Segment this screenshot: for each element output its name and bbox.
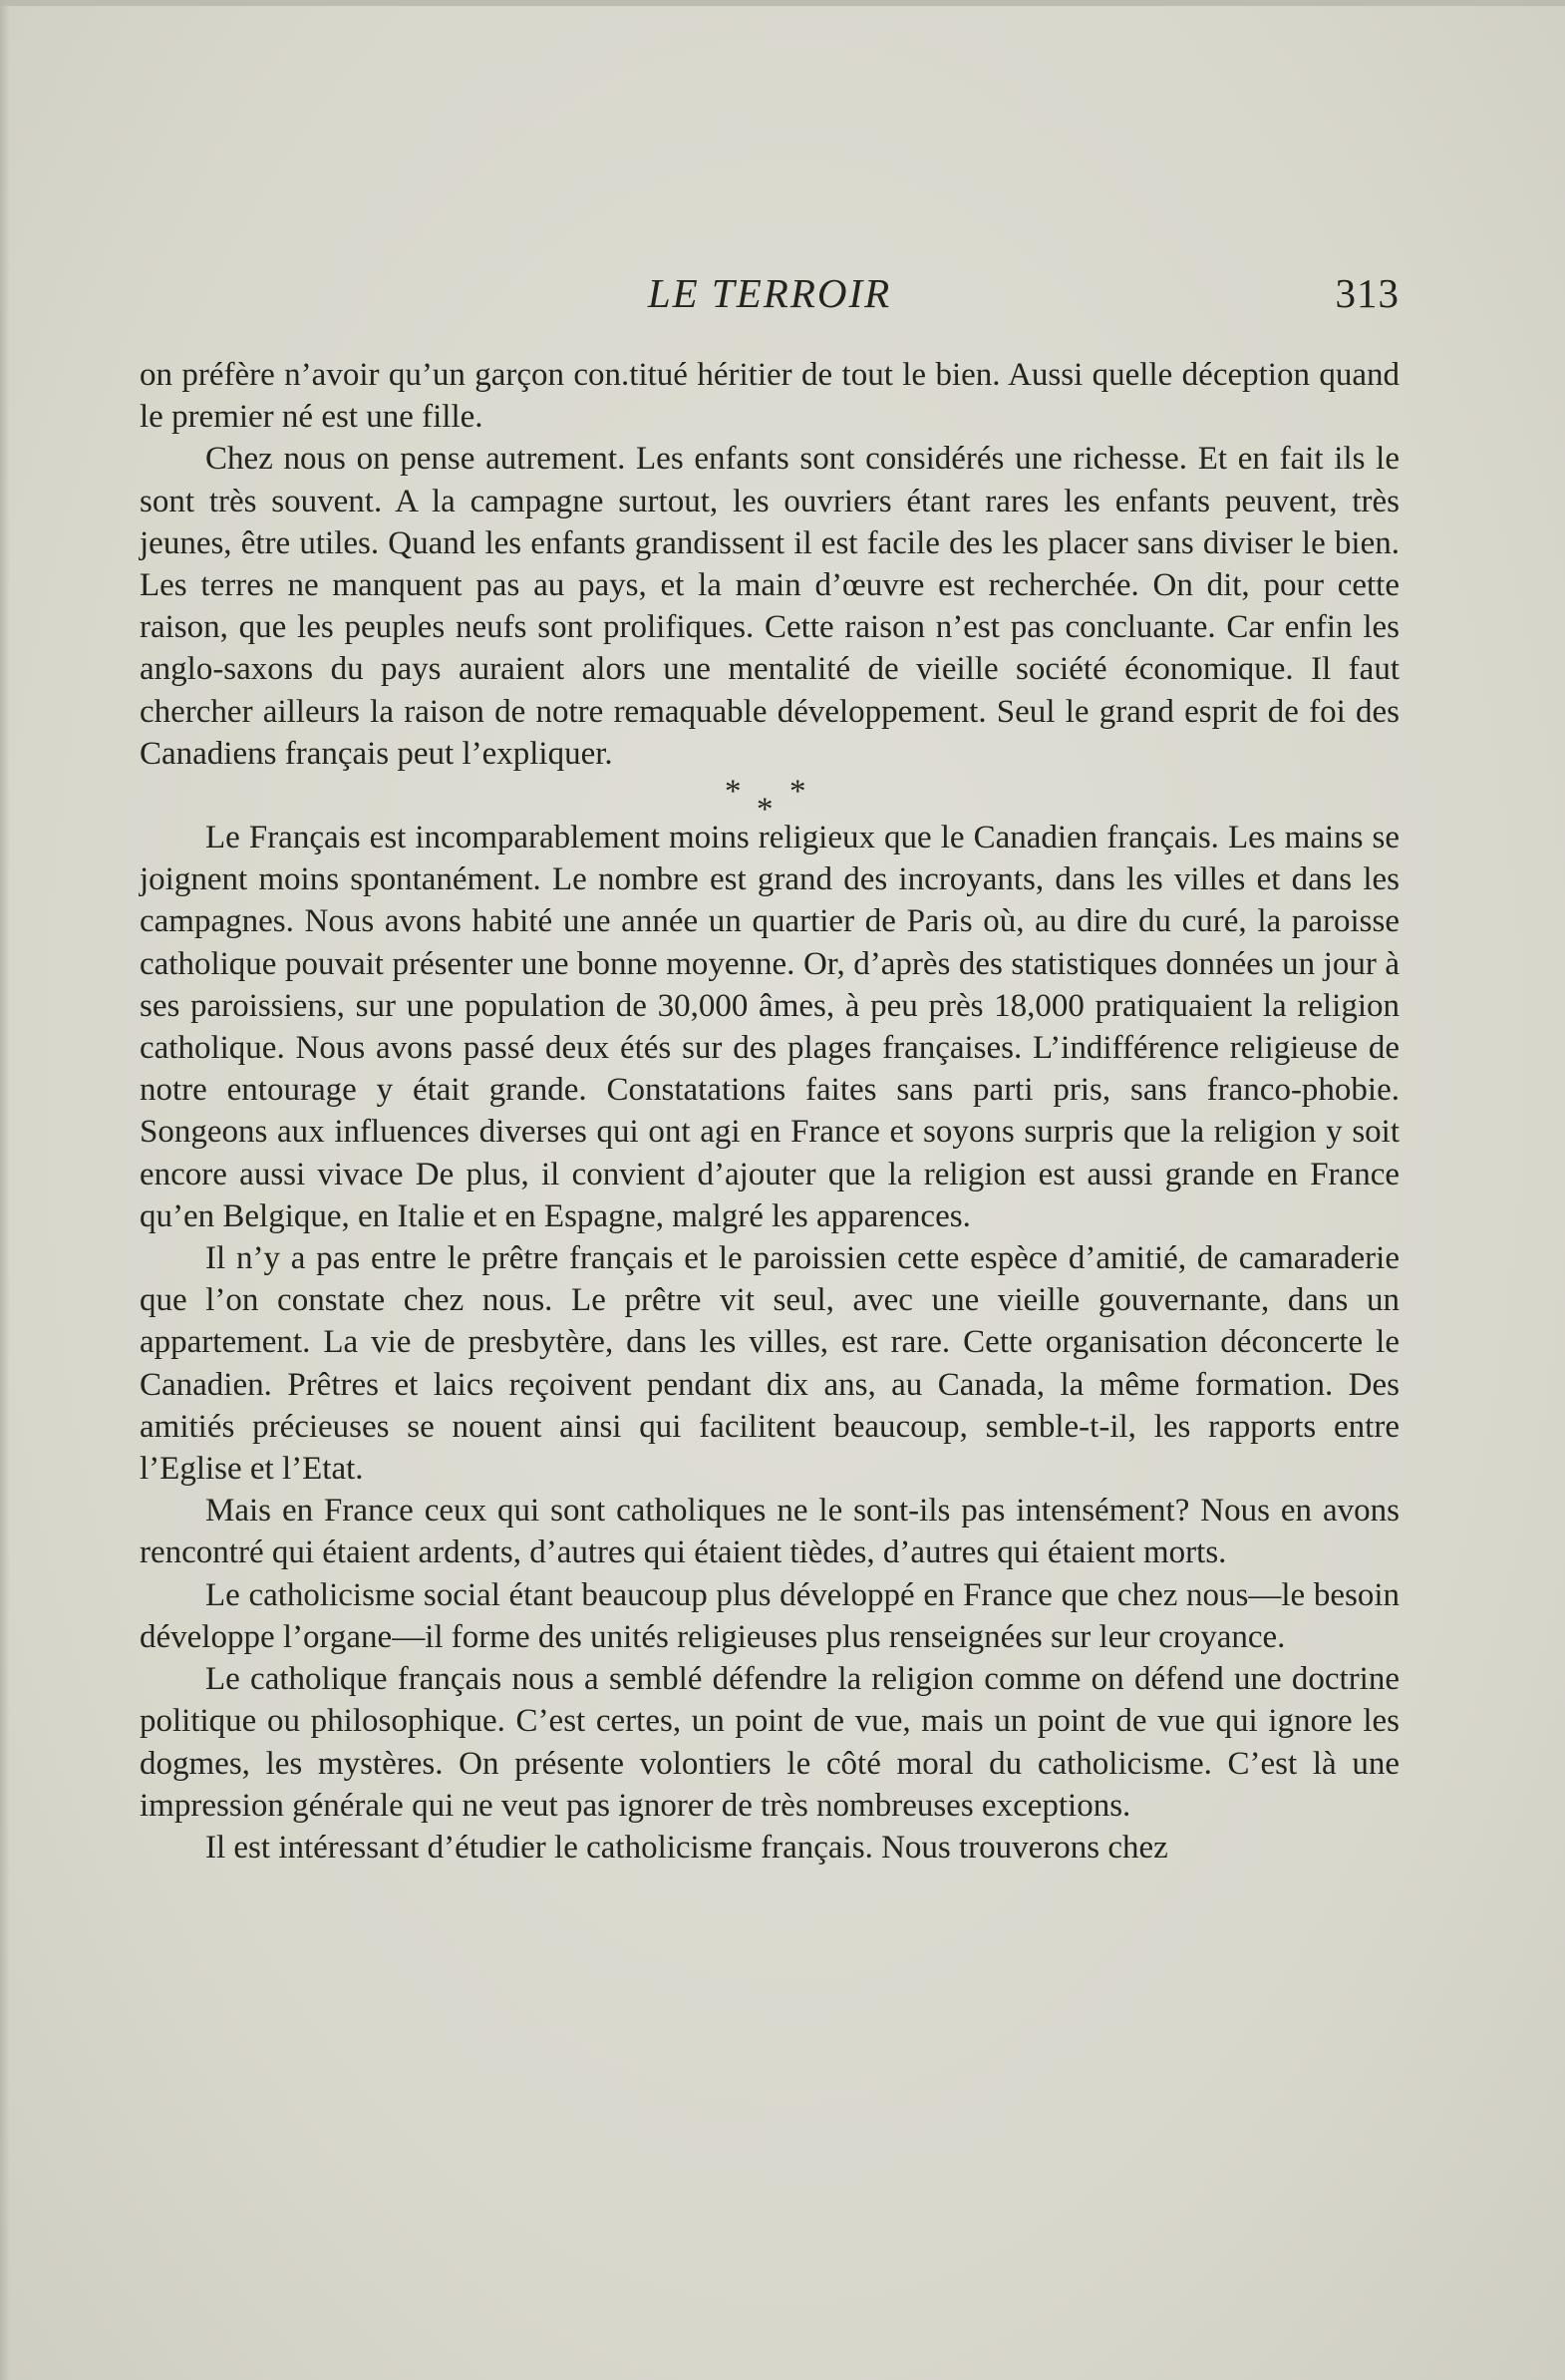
section-separator xyxy=(140,774,1400,829)
page-top-edge xyxy=(0,0,1565,6)
paragraph: Il est intéressant d’étudier le catholicisme français. Nous trouverons chez xyxy=(205,1829,1168,1866)
paragraph: Mais en France ceux qui sont catholiques ne le sont-ils pas intensément? Nous en avons rencontré qui étaient ardents, d’autres qui étaient tièdes, d’autres qui étaient morts. xyxy=(140,1493,1400,1571)
body-text xyxy=(140,354,1400,1869)
paragraph: Le Français est incomparablement moins religieux que le Canadien français. Les mains se joignent moins spontanément. Le nombre est grand des incroyants, dans les villes et dans les campagnes. Nous avons habité une année un quartier de Paris où, au dire du curé, la paroisse catholique pouvait présenter une bonne moyenne. Or, d’après des statistiques données un jour à ses paroissiens, sur une population de 30,000 âmes, à peu près 18,000 pratiquaient la religion catholique. Nous avons passé deux étés sur des plages françaises. L’indifférence religieuse de notre entourage y était grande. Constatations faites sans parti pris, sans franco-phobie. Songeons aux influences diverses qui ont agi en France et soyons surpris que la religion y soit encore aussi vivace De plus, il convient d’ajouter que la religion est aussi grande en France qu’en Belgique, en Italie et en Espagne, malgré les apparences. xyxy=(140,820,1400,1234)
separator-asterisk: * xyxy=(789,774,806,811)
paragraph: Le catholicisme social étant beaucoup plus développé en France que chez nous—le besoin développe l’organe—il forme des unités religieuses plus renseignées sur leur croyance. xyxy=(140,1576,1400,1655)
paragraph: on préfère n’avoir qu’un garçon con.titué héritier de tout le bien. Aussi quelle déception quand le premier né est une fille. xyxy=(140,357,1400,436)
page-header xyxy=(140,263,1400,323)
running-title: LE TERROIR xyxy=(647,270,892,316)
paragraph: Chez nous on pense autrement. Les enfants sont considérés une richesse. Et en fait ils le sont très souvent. A la campagne surtout, les ouvriers étant rares les enfants peuvent, très jeunes, être utiles. Quand les enfants grandissent il est facile des les placer sans diviser le bien. Les terres ne manquent pas au pays, et la main d’œuvre est recherchée. On dit, pour cette raison, que les peuples neufs sont prolifiques. Cette raison n’est pas concluante. Car enfin les anglo-saxons du pays auraient alors une mentalité de vieille société économique. Il faut chercher ailleurs la raison de notre remaquable développement. Seul le grand esprit de foi des Canadiens français peut l’expliquer. xyxy=(140,441,1400,772)
page-left-edge xyxy=(0,0,10,2380)
separator-asterisk: * xyxy=(757,792,774,829)
paragraph: Il n’y a pas entre le prêtre français et le paroissien cette espèce d’amitié, de camaraderie que l’on constate chez nous. Le prêtre vit seul, avec une vieille gouvernante, dans un appartement. La vie de presbytère, dans les villes, est rare. Cette organisation déconcerte le Canadien. Prêtres et laics reçoivent pendant dix ans, au Canada, la même formation. Des amitiés précieuses se nouent ainsi qui facilitent beaucoup, semble-t-il, les rapports entre l’Eglise et l’Etat. xyxy=(140,1240,1400,1488)
page-number: 313 xyxy=(1335,270,1400,316)
separator-asterisk: * xyxy=(725,774,742,811)
paragraph: Le catholique français nous a semblé défendre la religion comme on défend une doctrine politique ou philosophique. C’est certes, un point de vue, mais un point de vue qui ignore les dogmes, les mystères. On présente volontiers le côté moral du catholicisme. C’est là une impression générale qui ne veut pas ignorer de très nombreuses exceptions. xyxy=(140,1661,1400,1824)
